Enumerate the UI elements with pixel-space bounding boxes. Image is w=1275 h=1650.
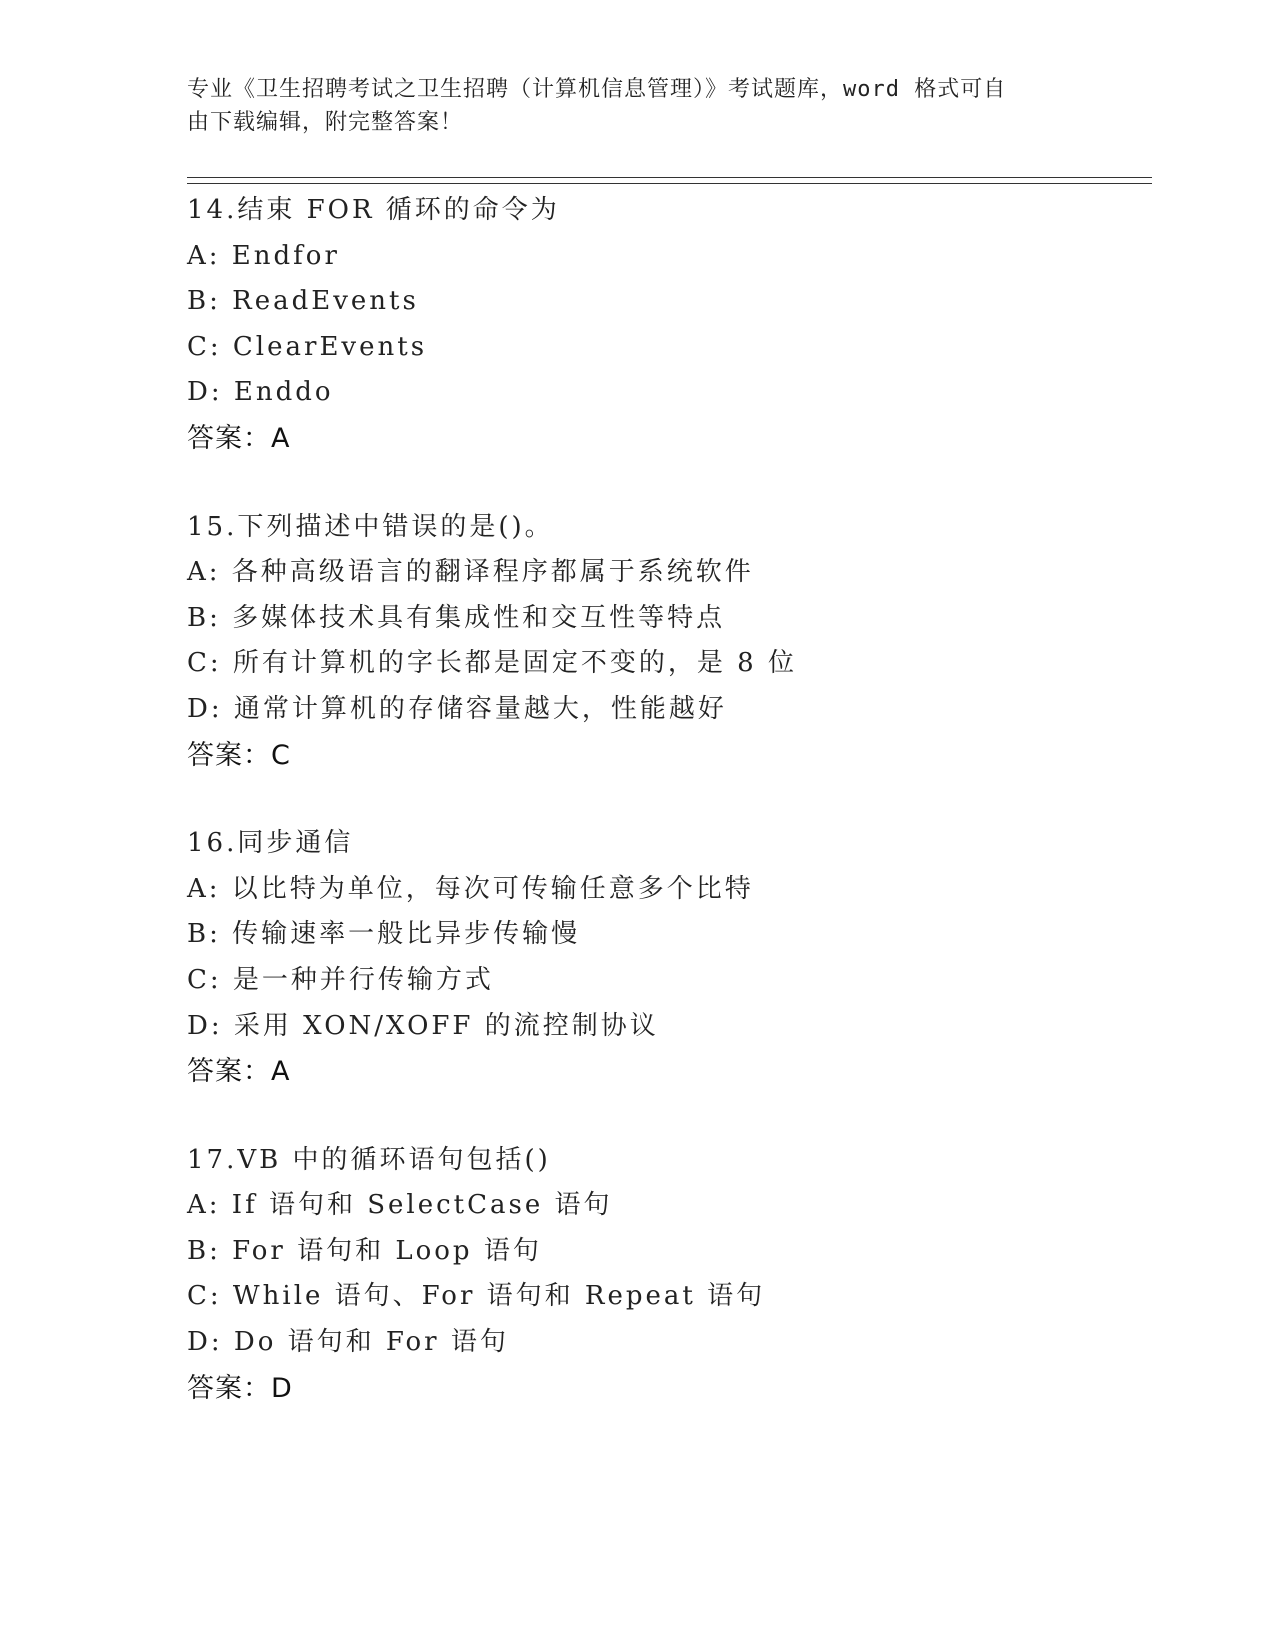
question-16 xyxy=(187,821,1147,1095)
header-divider-top xyxy=(187,177,1152,178)
document-header xyxy=(187,73,1087,139)
question-stem: 15.下列描述中错误的是()。 xyxy=(187,511,554,542)
option-d: D: 采用 XON/XOFF 的流控制协议 xyxy=(187,1010,659,1041)
question-15 xyxy=(187,505,1147,779)
header-line-1: 专业《卫生招聘考试之卫生招聘（计算机信息管理）》考试题库，word 格式可自 xyxy=(187,77,1007,102)
option-a: A: 以比特为单位，每次可传输任意多个比特 xyxy=(187,873,754,904)
answer: 答案：A xyxy=(187,1056,291,1088)
option-a: A: If 语句和 SelectCase 语句 xyxy=(187,1190,613,1221)
question-14 xyxy=(187,188,1147,462)
option-c: C: 是一种并行传输方式 xyxy=(187,964,494,995)
option-d: D: 通常计算机的存储容量越大，性能越好 xyxy=(187,693,727,724)
option-d: D: Do 语句和 For 语句 xyxy=(187,1327,509,1358)
option-c: C: ClearEvents xyxy=(187,331,428,362)
option-c: C: 所有计算机的字长都是固定不变的，是 8 位 xyxy=(187,648,797,679)
question-17 xyxy=(187,1138,1147,1412)
option-d: D: Enddo xyxy=(187,377,334,408)
option-a: A: Endfor xyxy=(187,240,340,271)
answer: 答案：A xyxy=(187,422,291,454)
question-stem: 14.结束 FOR 循环的命令为 xyxy=(187,195,560,225)
question-stem: 17.VB 中的循环语句包括() xyxy=(187,1144,551,1175)
option-b: B: ReadEvents xyxy=(187,286,419,317)
option-b: B: 传输速率一般比异步传输慢 xyxy=(187,919,581,950)
option-c: C: While 语句、For 语句和 Repeat 语句 xyxy=(187,1281,766,1312)
option-a: A: 各种高级语言的翻译程序都属于系统软件 xyxy=(187,557,754,588)
answer: 答案：C xyxy=(187,739,291,771)
question-stem: 16.同步通信 xyxy=(187,828,354,859)
header-line-2: 由下载编辑，附完整答案！ xyxy=(187,110,464,135)
option-b: B: 多媒体技术具有集成性和交互性等特点 xyxy=(187,602,726,633)
header-divider-bottom xyxy=(187,183,1152,184)
answer: 答案：D xyxy=(187,1372,293,1404)
option-b: B: For 语句和 Loop 语句 xyxy=(187,1235,542,1266)
question-list xyxy=(187,188,1147,1454)
